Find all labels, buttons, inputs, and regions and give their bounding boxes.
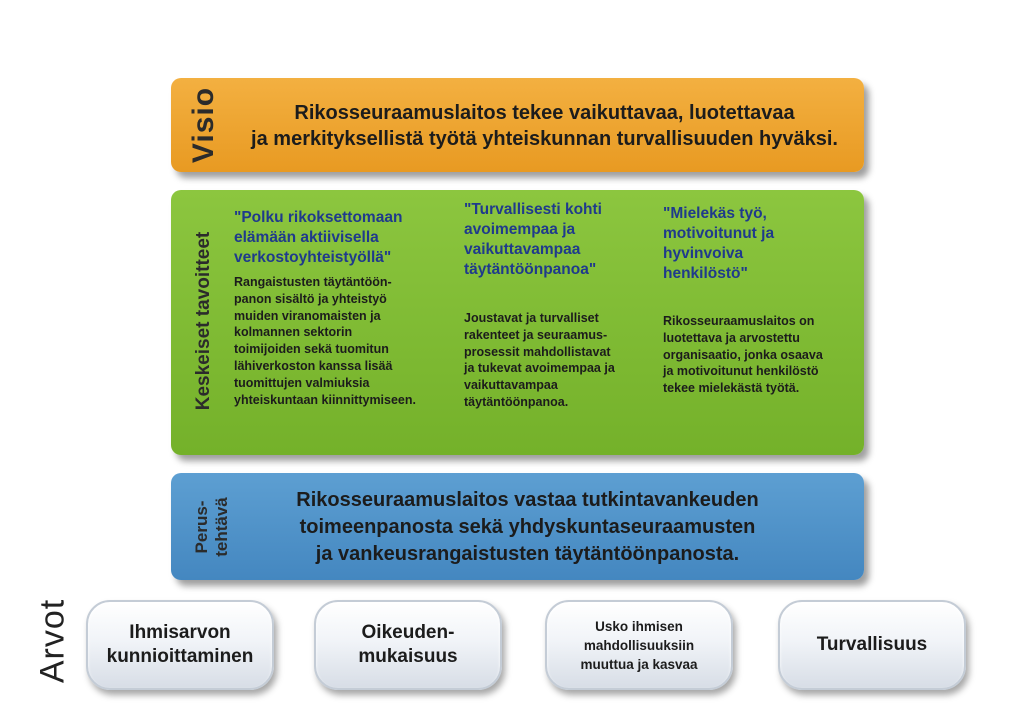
goal-title: "Mielekäs työ, motivoitunut ja hyvinvoiva henkilöstö": [663, 205, 775, 282]
goal-card: [234, 208, 460, 408]
value-text: Ihmisarvon kunnioittaminen: [106, 622, 254, 667]
value-text: Turvallisuus: [816, 634, 928, 655]
value-pill: [778, 600, 966, 690]
value-text: Oikeuden- mukaisuus: [358, 622, 458, 667]
value-text: Usko ihmisen mahdollisuuksiin muuttua ja kasvaa: [580, 618, 698, 672]
mission-label: Perus- tehtävä: [192, 497, 231, 557]
goal-card: [464, 200, 654, 411]
value-pill: [314, 600, 502, 690]
value-pill: [86, 600, 274, 690]
value-pill: [545, 600, 733, 690]
goal-description: Joustavat ja turvalliset rakenteet ja seuraamus- prosessit mahdollistavat ja tukevat avoimempaa ja vaikuttavampaa täytäntöönpanoa.: [464, 311, 615, 409]
goal-description: Rangaistusten täytäntöön- panon sisältö ja yhteistyö muiden viranomaisten ja kolmannen sektorin toimijoiden sekä tuomitun lähiverkoston kanssa lisää tuomittujen valmiuksia yhteiskuntaan kiinnittymiseen.: [234, 275, 416, 407]
goal-title: "Turvallisesti kohti avoimempaa ja vaikuttavampaa täytäntöönpanoa": [464, 201, 602, 278]
mission-statement: Rikosseuraamuslaitos vastaa tutkintavankeuden toimeenpanosta sekä yhdyskuntaseuraamusten ja vankeusrangaistusten täytäntöönpanosta.: [296, 489, 759, 565]
goal-description: Rikosseuraamuslaitos on luotettava ja arvostettu organisaatio, jonka osaava ja motivoitunut henkilöstö tekee mielekästä työtä.: [663, 314, 823, 396]
values-label: Arvot: [33, 598, 72, 684]
visio-statement: Rikosseuraamuslaitos tekee vaikuttavaa, luotettavaa ja merkityksellistä työtä yhteiskunnan turvallisuuden hyväksi.: [251, 102, 838, 150]
visio-label: Visio: [187, 86, 220, 164]
goal-card: [663, 204, 853, 397]
goal-title: "Polku rikoksettomaan elämään aktiivisella verkostoyhteistyöllä": [234, 209, 403, 266]
goals-label: Keskeiset tavoitteet: [193, 231, 214, 411]
